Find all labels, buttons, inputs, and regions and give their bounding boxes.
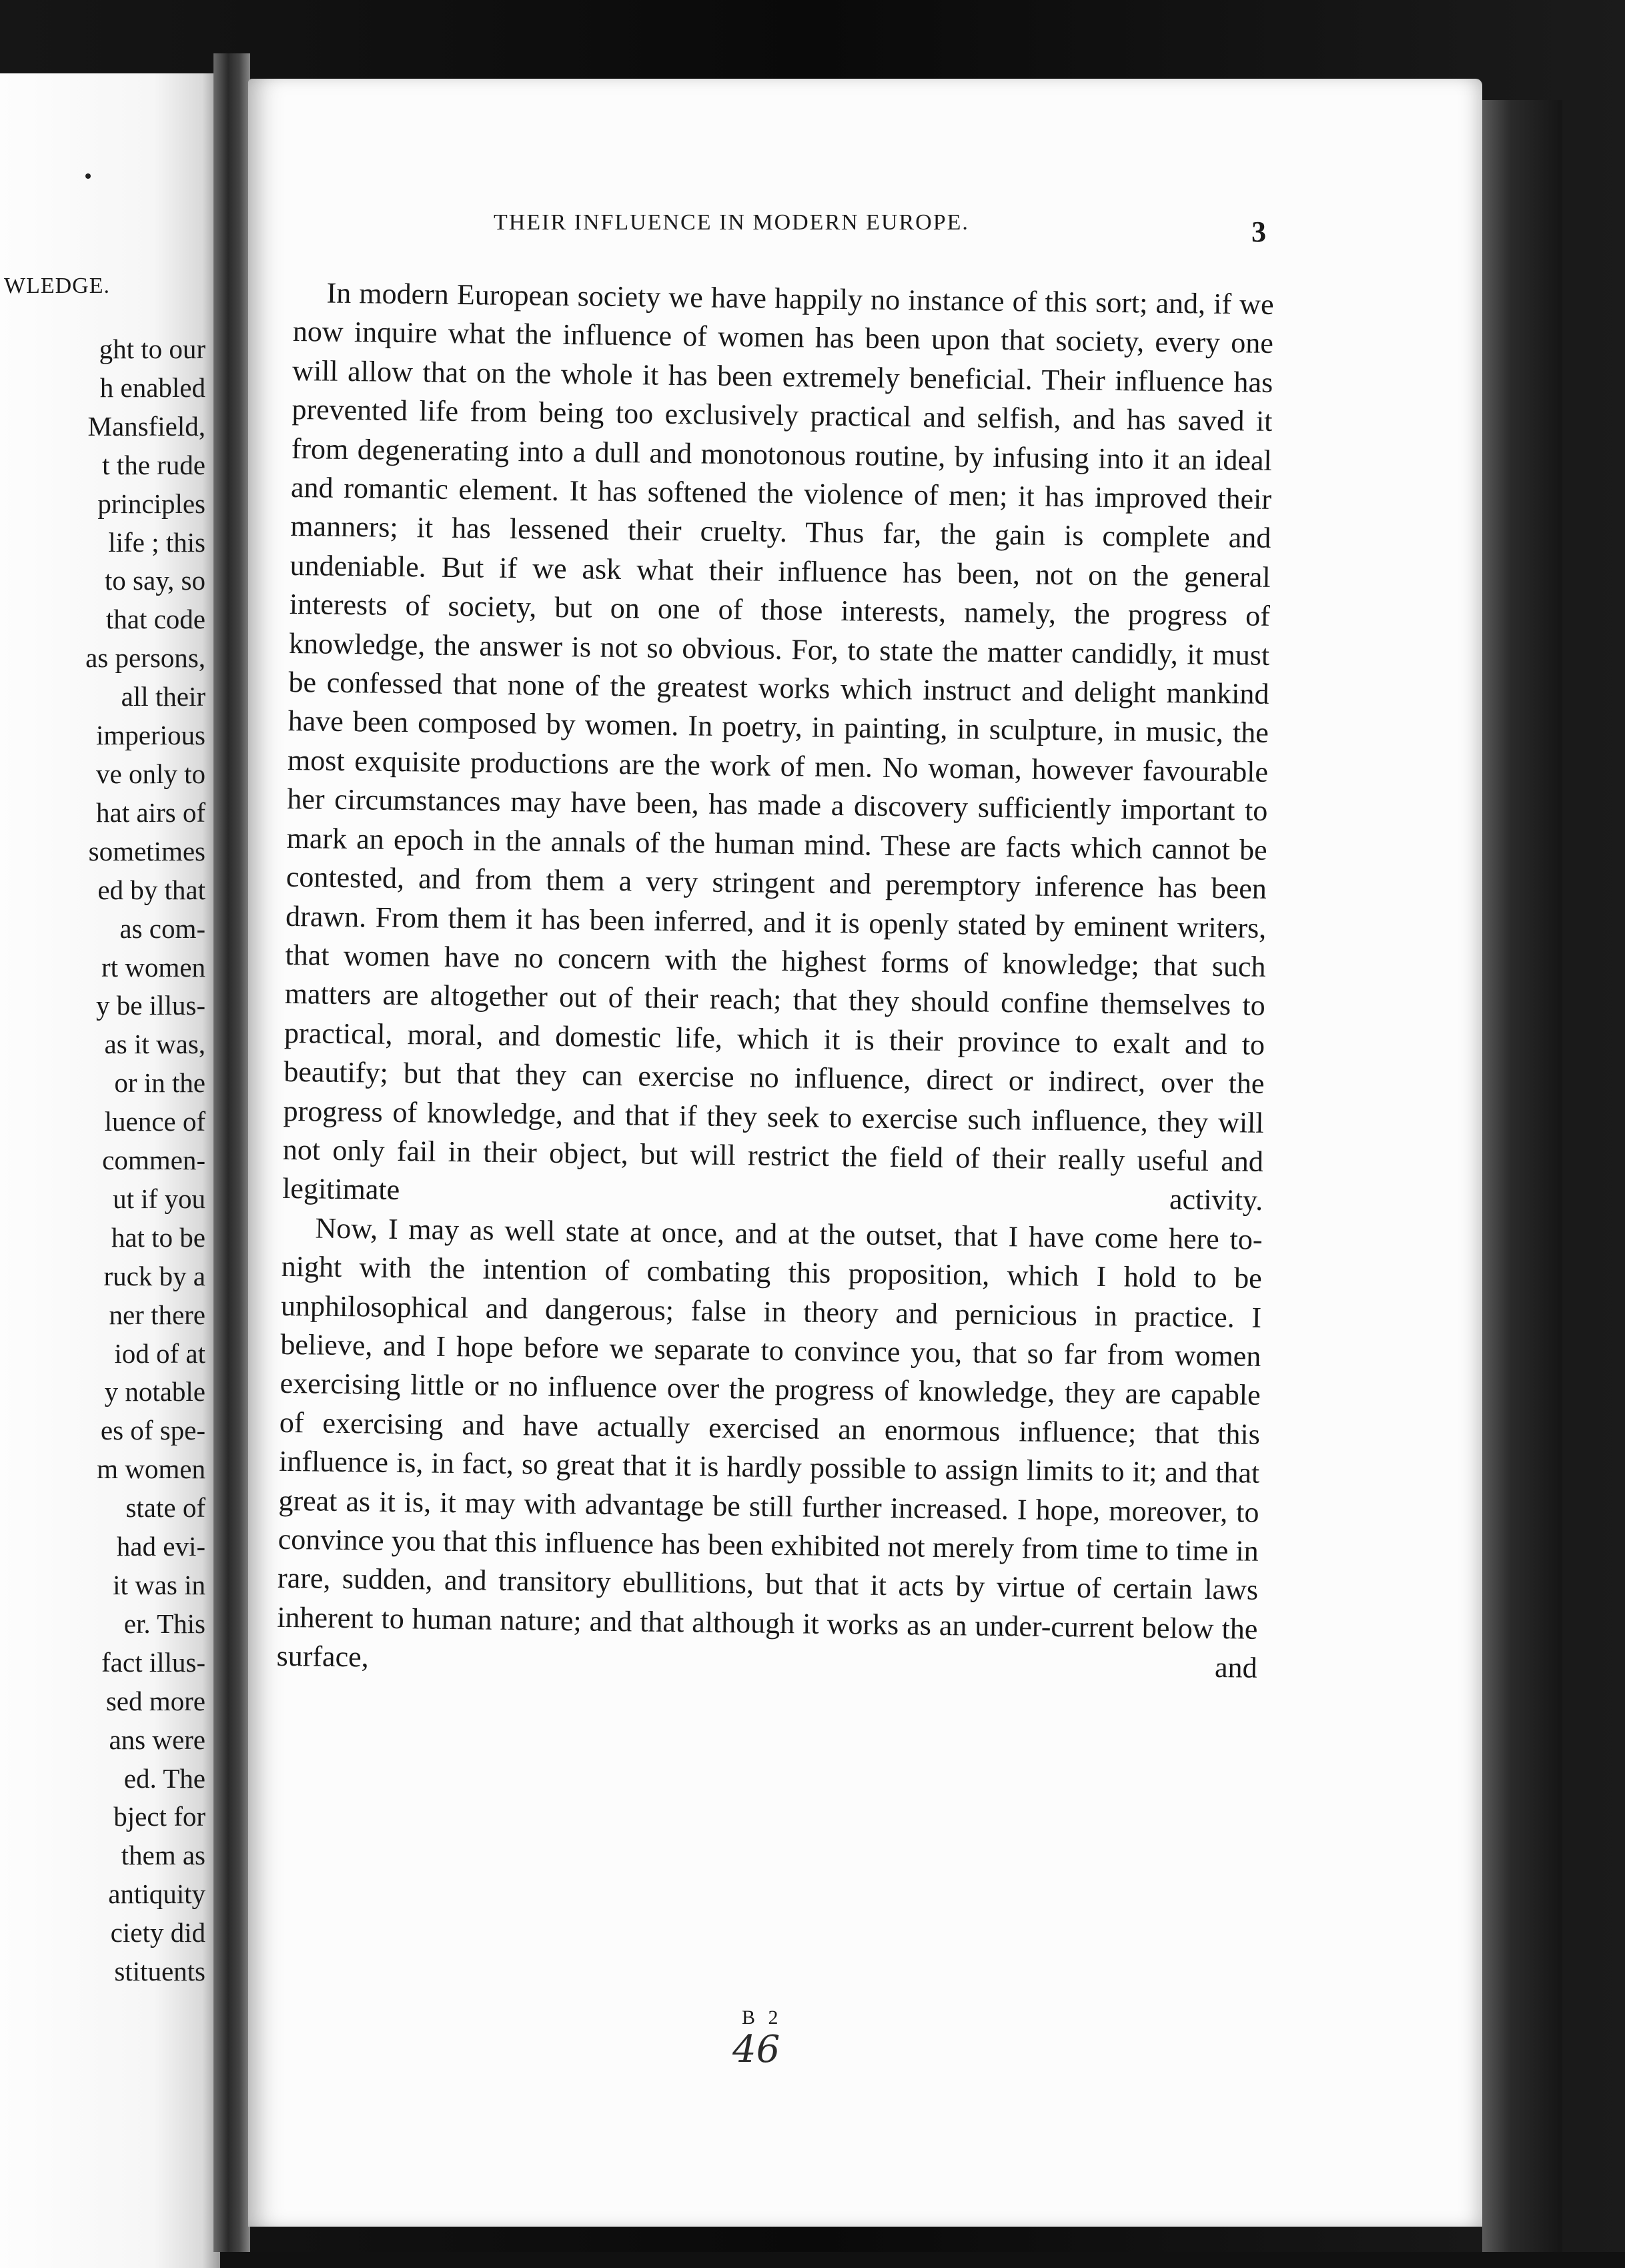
paragraph: Now, I may as well state at once, and at the outset, that I have come here to-night with the intention of combating this proposition, which I hold to be unphilosophical and dangerous; false in theory and pernicious in practice. I believe, and I hope before we separate to convince you, that so far from women exercising little or no influence over the progress of knowledge, they are capable of exercising and have actually exercised an enormous influence; that this influence is, in fact, so great that it is hardly possible to assign limits to it; and that great as it is, it may with advantage be still further increased. I hope, moreover, to convince you that this influence has been exhibited not merely from time to time in rare, sudden, and transitory ebullitions, but that it acts by virtue of certain laws inherent to human nature; and that although it works as an under-current below the surface, and (276, 1211, 1263, 1685)
left-page-line: hat to be (111, 1221, 205, 1253)
left-page-text (85, 330, 205, 1991)
left-page-line: ed. The (123, 1762, 205, 1794)
left-page-line: y notable (104, 1376, 205, 1407)
left-page-line: fact illus- (101, 1646, 205, 1678)
left-page-line: es of spe- (100, 1415, 205, 1446)
left-page-line: ciety did (110, 1917, 205, 1948)
left-page-line: ght to our (99, 334, 205, 364)
left-page-line: commen- (102, 1145, 205, 1176)
left-page-line: all their (121, 681, 205, 712)
left-page-line: t the rude (102, 449, 205, 480)
left-page-line: principles (97, 488, 205, 519)
left-page-line: iod of at (114, 1337, 205, 1369)
left-page-line: stituents (114, 1956, 205, 1987)
ink-dot (85, 173, 91, 179)
left-page-line: that code (105, 604, 205, 635)
left-page-line: ruck by a (103, 1260, 205, 1291)
left-page-line: rt women (101, 951, 205, 983)
left-page-line: or in the (114, 1067, 205, 1099)
left-page-line: ve only to (96, 758, 205, 789)
left-page-line: life ; this (108, 526, 205, 558)
left-page-line: as it was, (104, 1029, 205, 1060)
left-page-line: to say, so (104, 565, 205, 596)
left-page-line: sed more (105, 1685, 205, 1716)
left-page-line: ed by that (97, 874, 205, 905)
left-page-line: m women (97, 1454, 205, 1485)
left-page-line: luence of (104, 1106, 205, 1137)
left-page-line: as persons, (85, 642, 205, 674)
signature-mark: B 2 (742, 2007, 782, 2029)
left-page-line: ut if you (113, 1183, 205, 1214)
page-number: 3 (1251, 215, 1266, 248)
left-page-line: had evi- (116, 1531, 205, 1562)
page-edge (1482, 100, 1562, 2252)
left-running-head: WLEDGE. (4, 273, 111, 298)
handwritten-page-note: 46 (732, 2028, 780, 2071)
left-page-line: sometimes (88, 835, 205, 867)
left-page-line: state of (125, 1492, 205, 1524)
left-page-line: h enabled (99, 372, 205, 403)
running-head: THEIR INFLUENCE IN MODERN EUROPE. (494, 210, 969, 235)
paragraph: In modern European society we have happily no instance of this sort; and, if we now inquire what the influence of women has been upon that society, every one will allow that on the whole it has been extremely beneficial. Their influence has prevented life from being too exclusively practical and selfish, and has saved it from degenerating into a dull and monotonous routine, by infusing into it an ideal and romantic element. It has softened the violence of men; it has improved their manners; it has lessened their cruelty. Thus far, the gain is complete and undeniable. But if we ask what their influence has been, not on the general interests of society, but on one of those interests, namely, the progress of knowledge, the answer is not so obvious. For, to state the matter candidly, it must be confessed that none of the greatest works which instruct and delight mankind have been composed by women. In poetry, in painting, in sculpture, in music, the most exquisite productions are the work of men. No woman, however favourable her circumstances may have been, has made a discovery sufficiently important to mark an epoch in the annals of the human mind. These are facts which cannot be contested, and from them a very stringent and peremptory inference has been drawn. From them it has been inferred, and it is openly stated by eminent writers, that women have no concern with the highest forms of knowledge; that such matters are altogether out of their reach; that they should confine themselves to practical, moral, and domestic life, which it is their province to exalt and to beautify; but that they can exercise no influence, direct or indirect, over the progress of knowledge, and that if they seek to exercise such influence, they will not only fail in their object, but will restrict the field of their really useful and legitimate activity. (282, 276, 1274, 1217)
book-gutter (213, 53, 250, 2252)
left-page-line: y be illus- (96, 990, 205, 1021)
left-page-line: hat airs of (96, 796, 205, 828)
left-page-line: ans were (109, 1724, 205, 1755)
left-page (0, 73, 220, 2268)
left-page-line: them as (121, 1840, 205, 1871)
left-page-line: as com- (119, 913, 205, 944)
left-page-line: antiquity (108, 1878, 205, 1910)
left-page-line: Mansfield, (87, 410, 205, 442)
left-page-line: er. This (123, 1608, 205, 1639)
left-page-line: bject for (113, 1801, 205, 1832)
body-text (276, 273, 1274, 1688)
left-page-line: imperious (96, 720, 205, 751)
left-page-line: it was in (113, 1570, 205, 1600)
left-page-line: ner there (109, 1299, 205, 1330)
